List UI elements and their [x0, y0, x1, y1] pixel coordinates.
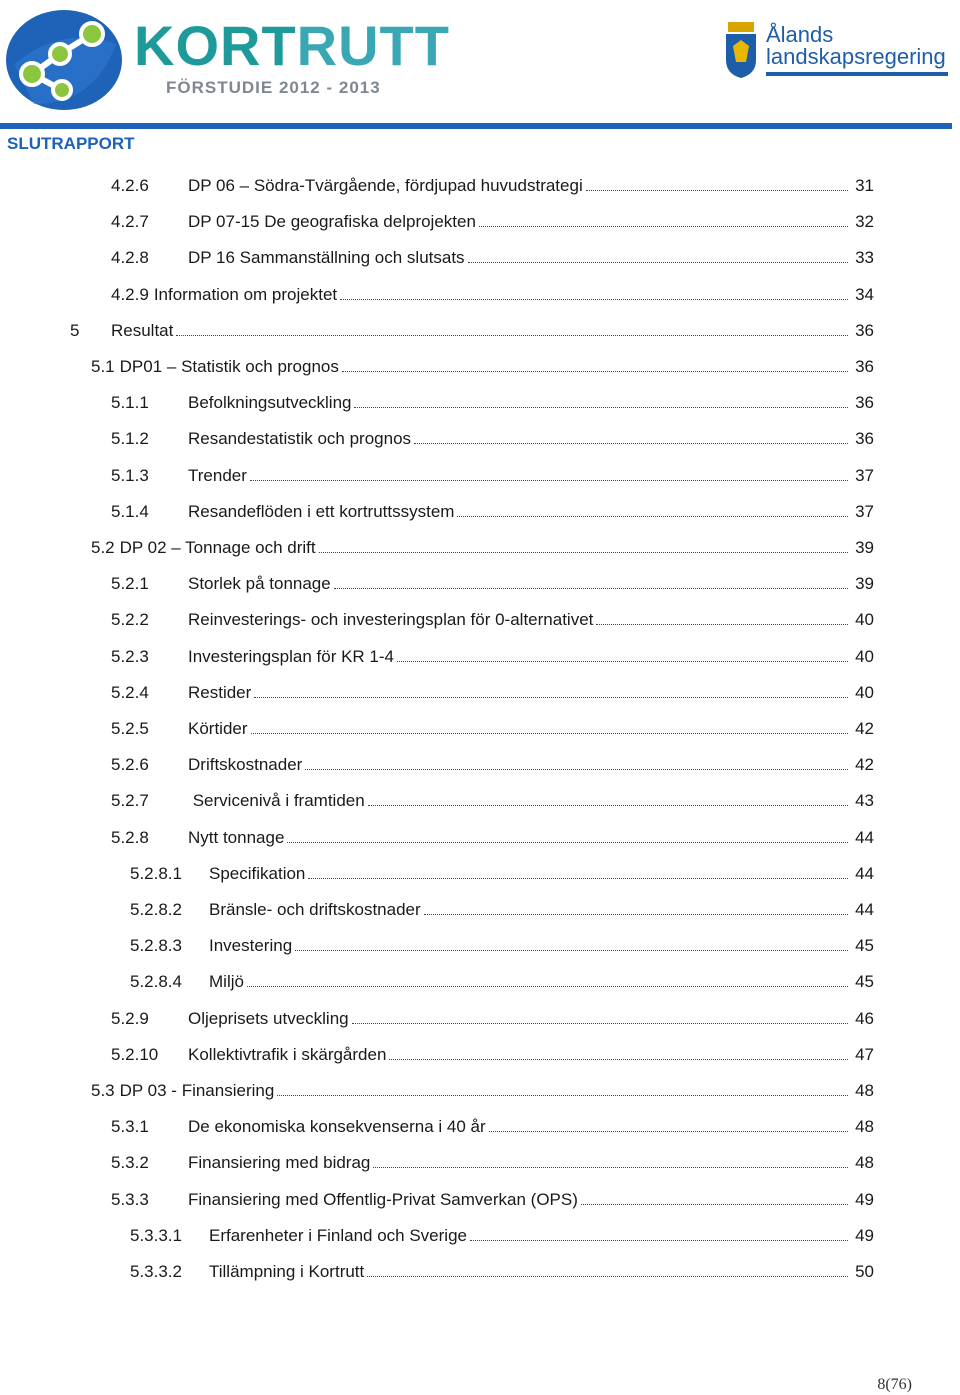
toc-entry-page: 49: [855, 1226, 874, 1245]
toc-entry-number: 5.3.2: [111, 1153, 149, 1172]
toc-entry-page: 42: [855, 719, 874, 738]
toc-entry-title: Information om projektet: [153, 285, 338, 304]
toc-entry-title: DP 06 – Södra-Tvärgående, fördjupad huvudstrategi: [188, 176, 583, 195]
toc-entry-number: 5.3.3.1: [130, 1226, 182, 1245]
toc-entry-page: 39: [855, 538, 874, 557]
toc-entry-title: Resandeflöden i ett kortruttssystem: [188, 502, 455, 521]
toc-entry[interactable]: [91, 355, 874, 379]
toc-entry-page: 49: [855, 1190, 874, 1209]
toc-entry-page: 36: [855, 429, 874, 448]
toc-entry-number: 5.1.3: [111, 466, 149, 485]
toc-entry-title: De ekonomiska konsekvenserna i 40 år: [188, 1117, 486, 1136]
toc-entry[interactable]: [111, 500, 874, 524]
toc-entry-page: 40: [855, 610, 874, 629]
toc-entry-page: 37: [855, 502, 874, 521]
government-name-line2: landskapsregering: [766, 44, 946, 69]
toc-entry-title: Resandestatistik och prognos: [188, 429, 412, 448]
toc-entry-title: Bränsle- och driftskostnader: [209, 900, 421, 919]
toc-entry-page: 44: [855, 900, 874, 919]
toc-entry-number: 5.2.8.2: [130, 900, 182, 919]
toc-entry[interactable]: [111, 1115, 874, 1139]
toc-dot-leader: [247, 986, 848, 987]
header-rule: [0, 123, 952, 129]
toc-entry[interactable]: [91, 536, 874, 560]
toc-entry-number: 5.2.4: [111, 683, 149, 702]
toc-dot-leader: [468, 262, 848, 263]
toc-entry-page: 48: [855, 1117, 874, 1136]
toc-entry-page: 40: [855, 647, 874, 666]
toc-entry-title: Tillämpning i Kortrutt: [209, 1262, 365, 1281]
toc-entry-page: 33: [855, 248, 874, 267]
toc-entry-page: 37: [855, 466, 874, 485]
toc-dot-leader: [367, 1276, 848, 1277]
toc-entry[interactable]: [130, 1260, 874, 1284]
toc-entry-title: Resultat: [111, 321, 174, 340]
toc-entry-title: Kollektivtrafik i skärgården: [188, 1045, 387, 1064]
toc-entry-title: Oljeprisets utveckling: [188, 1009, 349, 1028]
toc-entry-page: 48: [855, 1081, 874, 1100]
toc-entry-number: 5.2.9: [111, 1009, 149, 1028]
toc-entry-title: Erfarenheter i Finland och Sverige: [209, 1226, 467, 1245]
toc-entry-number: 5.2: [91, 538, 115, 557]
toc-entry[interactable]: [111, 464, 874, 488]
toc-entry-number: 5.1.2: [111, 429, 149, 448]
toc-entry-title: DP 07-15 De geografiska delprojekten: [188, 212, 476, 231]
toc-dot-leader: [586, 190, 848, 191]
toc-entry-page: 32: [855, 212, 874, 231]
toc-entry-number: 5.2.8: [111, 828, 149, 847]
toc-entry-number: 5.2.10: [111, 1045, 159, 1064]
toc-entry[interactable]: [111, 1043, 874, 1067]
toc-entry-number: 5.3.1: [111, 1117, 149, 1136]
toc-entry-title: Reinvesterings- och investeringsplan för 0-alternativet: [188, 610, 594, 629]
toc-entry-title: DP 02 – Tonnage och drift: [119, 538, 316, 557]
toc-entry[interactable]: [111, 645, 874, 669]
toc-entry[interactable]: [70, 319, 874, 343]
toc-entry-title: DP 16 Sammanställning och slutsats: [188, 248, 465, 267]
toc-entry-title: Driftskostnader: [188, 755, 303, 774]
toc-dot-leader: [414, 443, 848, 444]
toc-entry-number: 5.2.8.3: [130, 936, 182, 955]
toc-entry-page: 36: [855, 321, 874, 340]
page-number: 8(76): [877, 1376, 912, 1393]
toc-dot-leader: [457, 516, 848, 517]
toc-entry-number: 4.2.8: [111, 248, 149, 267]
toc-entry-number: 5.2.2: [111, 610, 149, 629]
toc-entry[interactable]: [130, 898, 874, 922]
toc-entry-number: 5: [70, 321, 80, 340]
toc-entry-number: 5.2.5: [111, 719, 149, 738]
toc-entry-number: 4.2.6: [111, 176, 149, 195]
toc-entry[interactable]: [111, 608, 874, 632]
toc-entry-number: 5.2.3: [111, 647, 149, 666]
toc-entry-page: 45: [855, 936, 874, 955]
government-logo: [724, 22, 954, 82]
government-name: [766, 24, 946, 68]
toc-entry-number: 4.2.7: [111, 212, 149, 231]
toc-entry-page: 40: [855, 683, 874, 702]
toc-entry-number: 5.1.4: [111, 502, 149, 521]
toc-entry-number: 5.2.8.1: [130, 864, 182, 883]
toc-entry[interactable]: [111, 246, 874, 270]
toc-dot-leader: [479, 226, 848, 227]
toc-entry[interactable]: [111, 572, 874, 596]
kortrutt-logo-icon: [4, 4, 126, 112]
toc-entry-title: Nytt tonnage: [188, 828, 285, 847]
toc-entry-page: 43: [855, 791, 874, 810]
toc-dot-leader: [305, 769, 848, 770]
toc-entry-page: 42: [855, 755, 874, 774]
toc-dot-leader: [340, 299, 848, 300]
toc-entry-number: 5.1.1: [111, 393, 149, 412]
toc-entry[interactable]: [111, 1188, 874, 1212]
toc-dot-leader: [596, 624, 848, 625]
toc-entry[interactable]: [130, 862, 874, 886]
toc-dot-leader: [254, 697, 848, 698]
toc-entry[interactable]: [111, 717, 874, 741]
toc-dot-leader: [319, 552, 848, 553]
toc-entry-page: 31: [855, 176, 874, 195]
toc-entry[interactable]: [111, 826, 874, 850]
toc-entry-title: Servicenivå i framtiden: [188, 791, 365, 810]
toc-entry-title: Restider: [188, 683, 252, 702]
toc-dot-leader: [334, 588, 848, 589]
toc-dot-leader: [373, 1167, 848, 1168]
toc-entry-title: Investeringsplan för KR 1-4: [188, 647, 394, 666]
toc-entry-page: 34: [855, 285, 874, 304]
toc-entry-number: 5.2.8.4: [130, 972, 182, 991]
toc-dot-leader: [389, 1059, 848, 1060]
toc-dot-leader: [368, 805, 848, 806]
toc-dot-leader: [176, 335, 848, 336]
toc-dot-leader: [352, 1023, 848, 1024]
toc-entry-page: 47: [855, 1045, 874, 1064]
toc-dot-leader: [470, 1240, 848, 1241]
toc-entry-page: 44: [855, 828, 874, 847]
toc-entry[interactable]: [130, 934, 874, 958]
toc-entry[interactable]: [111, 427, 874, 451]
logo-title: [134, 16, 450, 76]
toc-dot-leader: [277, 1095, 848, 1096]
coat-of-arms-icon: [724, 22, 758, 78]
toc-dot-leader: [251, 733, 848, 734]
toc-entry-title: Trender: [188, 466, 247, 485]
logo-subtitle: FÖRSTUDIE 2012 - 2013: [166, 78, 381, 97]
toc-entry[interactable]: [111, 681, 874, 705]
toc-entry-number: 4.2.9: [111, 285, 149, 304]
toc-dot-leader: [250, 480, 848, 481]
toc-entry-page: 50: [855, 1262, 874, 1281]
toc-entry[interactable]: [111, 789, 874, 813]
toc-dot-leader: [295, 950, 848, 951]
toc-entry-number: 5.1: [91, 357, 115, 376]
toc-entry-number: 5.3: [91, 1081, 115, 1100]
toc-entry-title: Körtider: [188, 719, 248, 738]
toc-entry[interactable]: [111, 174, 874, 198]
toc-entry-page: 44: [855, 864, 874, 883]
toc-entry-title: Finansiering med Offentlig-Privat Samverkan (OPS): [188, 1190, 578, 1209]
toc-entry[interactable]: [111, 753, 874, 777]
toc-dot-leader: [342, 371, 848, 372]
toc-entry[interactable]: [111, 210, 874, 234]
toc-entry[interactable]: [111, 1151, 874, 1175]
toc-dot-leader: [424, 914, 848, 915]
toc-entry-title: Investering: [209, 936, 293, 955]
toc-entry-number: 5.2.6: [111, 755, 149, 774]
toc-entry[interactable]: [111, 283, 874, 307]
toc-entry-page: 39: [855, 574, 874, 593]
government-underline: [766, 72, 948, 76]
toc-entry[interactable]: [111, 391, 874, 415]
section-title: SLUTRAPPORT: [7, 134, 135, 153]
toc-entry[interactable]: [91, 1079, 874, 1103]
toc-dot-leader: [581, 1204, 848, 1205]
page-header: [0, 0, 960, 160]
toc-entry-number: 5.2.1: [111, 574, 149, 593]
toc-entry-page: 36: [855, 357, 874, 376]
logo-title-part-b: RUTT: [296, 14, 450, 77]
toc-entry-title: Storlek på tonnage: [188, 574, 331, 593]
toc-entry-title: Befolkningsutveckling: [188, 393, 352, 412]
toc-dot-leader: [308, 878, 848, 879]
toc-entry-title: DP01 – Statistik och prognos: [119, 357, 339, 376]
toc-entry-title: Miljö: [209, 972, 244, 991]
toc-entry-page: 45: [855, 972, 874, 991]
toc-entry[interactable]: [130, 970, 874, 994]
toc-entry-number: 5.2.7: [111, 791, 149, 810]
logo-title-part-a: KORT: [134, 14, 297, 77]
toc-entry-page: 46: [855, 1009, 874, 1028]
toc-entry-page: 36: [855, 393, 874, 412]
toc-entry-title: Finansiering med bidrag: [188, 1153, 371, 1172]
toc-entry-title: DP 03 - Finansiering: [119, 1081, 275, 1100]
toc-entry-title: Specifikation: [209, 864, 306, 883]
toc-entry-page: 48: [855, 1153, 874, 1172]
toc-entry-number: 5.3.3.2: [130, 1262, 182, 1281]
toc-dot-leader: [489, 1131, 848, 1132]
toc-entry-number: 5.3.3: [111, 1190, 149, 1209]
toc-dot-leader: [397, 661, 848, 662]
toc-dot-leader: [287, 842, 848, 843]
toc-entry[interactable]: [130, 1224, 874, 1248]
toc-dot-leader: [354, 407, 848, 408]
government-name-line1: Ålands: [766, 22, 834, 47]
toc-entry[interactable]: [111, 1007, 874, 1031]
